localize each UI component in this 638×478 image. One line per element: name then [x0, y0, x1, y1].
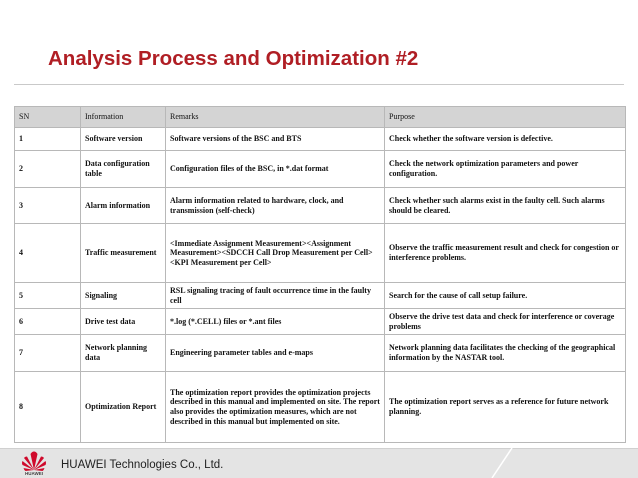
cell-purpose: Network planning data facilitates the checking of the geographical information by the NASTAR tool.	[385, 335, 626, 372]
cell-purpose: The optimization report serves as a reference for future network planning.	[385, 372, 626, 443]
logo-text: HUAWEI	[25, 471, 43, 476]
cell-remarks: Configuration files of the BSC, in *.dat format	[166, 151, 385, 188]
cell-purpose: Check the network optimization parameters and power configuration.	[385, 151, 626, 188]
table-row	[15, 372, 626, 443]
cell-remarks: Software versions of the BSC and BTS	[166, 128, 385, 151]
cell-information: Signaling	[81, 283, 166, 309]
table-row	[15, 335, 626, 372]
cell-remarks: The optimization report provides the optimization projects described in this manual and implemented on site. The report also provides the optimization measures, which are not described in this manual but implemented on site.	[166, 372, 385, 443]
cell-remarks: Alarm information related to hardware, clock, and transmission (self-check)	[166, 188, 385, 224]
cell-sn: 7	[15, 335, 81, 372]
header-remarks: Remarks	[166, 107, 385, 128]
cell-information: Traffic measurement	[81, 224, 166, 283]
cell-purpose: Observe the traffic measurement result and check for congestion or interference problems.	[385, 224, 626, 283]
cell-remarks: RSL signaling tracing of fault occurrence time in the faulty cell	[166, 283, 385, 309]
header-information: Information	[81, 107, 166, 128]
cell-remarks: Engineering parameter tables and e-maps	[166, 335, 385, 372]
cell-information: Software version	[81, 128, 166, 151]
table-row	[15, 188, 626, 224]
cell-sn: 1	[15, 128, 81, 151]
cell-sn: 2	[15, 151, 81, 188]
title-divider	[14, 84, 624, 85]
header-sn: SN	[15, 107, 81, 128]
table-row	[15, 309, 626, 335]
cell-sn: 8	[15, 372, 81, 443]
company-name: HUAWEI Technologies Co., Ltd.	[61, 459, 224, 471]
cell-sn: 5	[15, 283, 81, 309]
table-row	[15, 151, 626, 188]
table-header-row	[15, 107, 626, 128]
cell-sn: 6	[15, 309, 81, 335]
cell-remarks: *.log (*.CELL) files or *.ant files	[166, 309, 385, 335]
cell-purpose: Check whether such alarms exist in the faulty cell. Such alarms should be cleared.	[385, 188, 626, 224]
cell-information: Network planning data	[81, 335, 166, 372]
header-purpose: Purpose	[385, 107, 626, 128]
cell-purpose: Search for the cause of call setup failure.	[385, 283, 626, 309]
cell-remarks: <Immediate Assignment Measurement><Assignment Measurement><SDCCH Call Drop Measurement per Cell><KPI Measurement per Cell>	[166, 224, 385, 283]
table-row	[15, 224, 626, 283]
cell-information: Data configuration table	[81, 151, 166, 188]
cell-information: Drive test data	[81, 309, 166, 335]
table-row	[15, 128, 626, 151]
cell-purpose: Check whether the software version is defective.	[385, 128, 626, 151]
analysis-table	[14, 106, 626, 443]
table-row	[15, 283, 626, 309]
slide-title: Analysis Process and Optimization #2	[48, 47, 419, 70]
cell-purpose: Observe the drive test data and check for interference or coverage problems	[385, 309, 626, 335]
cell-sn: 4	[15, 224, 81, 283]
cell-information: Optimization Report	[81, 372, 166, 443]
cell-sn: 3	[15, 188, 81, 224]
cell-information: Alarm information	[81, 188, 166, 224]
